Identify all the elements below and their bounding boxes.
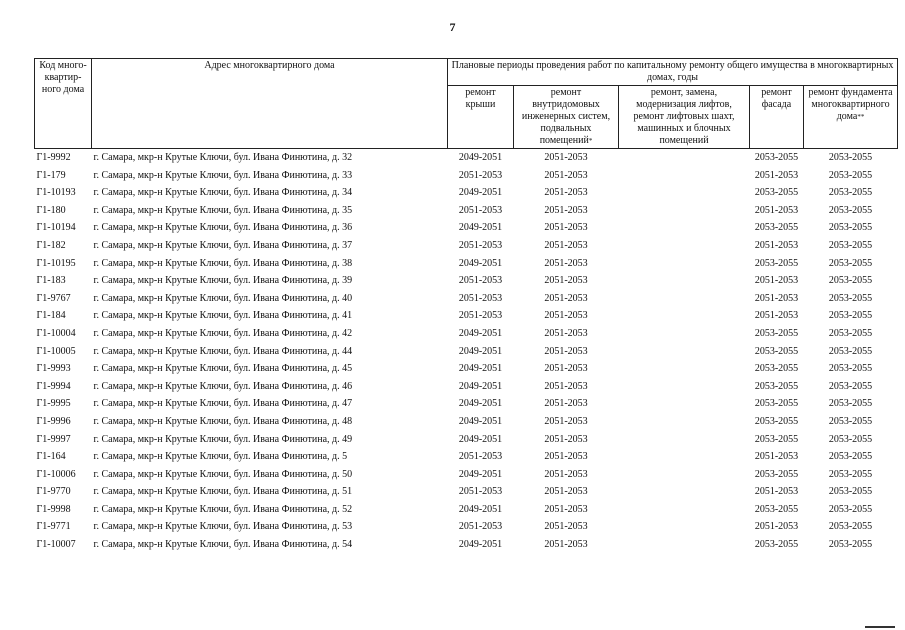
cell-lifts [619,413,750,431]
cell-address: г. Самара, мкр-н Крутые Ключи, бул. Ивана Финютина, д. 50 [93,468,353,480]
cell-foundation: 2053-2055 [828,239,873,251]
cell-facade: 2051-2053 [754,204,799,216]
cell-foundation: 2053-2055 [828,521,873,533]
cell-roof: 2049-2051 [458,363,503,375]
cell-address: г. Самара, мкр-н Крутые Ключи, бул. Ивана Финютина, д. 47 [93,398,353,410]
cell-code: Г1-9994 [36,380,71,392]
cell-code: Г1-10007 [36,539,76,551]
cell-roof: 2051-2053 [458,204,503,216]
cell-internal: 2051-2053 [544,310,588,322]
cell-roof: 2051-2053 [458,521,503,533]
table-row [35,431,898,449]
cell-foundation: 2053-2055 [828,468,873,480]
cell-internal: 2051-2053 [544,222,588,234]
cell-facade: 2053-2055 [754,327,799,339]
header-internal [514,86,619,149]
cell-roof: 2049-2051 [458,415,503,427]
header-internal-label: ремонт внутридомовых инженерных систем, подвальных помещений [521,87,611,146]
cell-internal: 2051-2053 [544,468,588,480]
cell-roof: 2051-2053 [458,451,503,463]
cell-foundation: 2053-2055 [828,292,873,304]
cell-address: г. Самара, мкр-н Крутые Ключи, бул. Ивана Финютина, д. 46 [93,380,353,392]
cell-lifts [619,202,750,220]
cell-foundation: 2053-2055 [828,327,873,339]
header-facade: ремонт фасада [750,86,804,149]
cell-internal: 2051-2053 [544,451,588,463]
cell-code: Г1-164 [36,451,66,463]
cell-roof: 2051-2053 [458,292,503,304]
table-row [35,167,898,185]
cell-address: г. Самара, мкр-н Крутые Ключи, бул. Ивана Финютина, д. 44 [93,345,353,357]
table-row [35,518,898,536]
header-roof: ремонт крыши [448,86,514,149]
capital-repair-schedule-table [34,58,898,554]
table-body [35,149,898,554]
scan-edge-mark [865,626,895,628]
table-row [35,501,898,519]
cell-facade: 2053-2055 [754,539,799,551]
cell-roof: 2049-2051 [458,539,503,551]
cell-code: Г1-9771 [36,521,71,533]
cell-internal: 2051-2053 [544,380,588,392]
cell-code: Г1-9767 [36,292,71,304]
cell-internal: 2051-2053 [544,539,588,551]
cell-lifts [619,219,750,237]
header-lifts: ремонт, замена, модернизация лифтов, ремонт лифтовых шахт, машинных и блочных помещений [619,86,750,149]
cell-internal: 2051-2053 [544,169,588,181]
header-code: Код много-квартир-ного дома [35,59,92,149]
cell-code: Г1-9992 [36,152,71,163]
cell-internal: 2051-2053 [544,398,588,410]
header-internal-footnote-mark: * [588,137,593,145]
cell-internal: 2051-2053 [544,327,588,339]
cell-facade: 2053-2055 [754,503,799,515]
cell-address: г. Самара, мкр-н Крутые Ключи, бул. Ивана Финютина, д. 48 [93,415,353,427]
cell-roof: 2051-2053 [458,486,503,498]
cell-address: г. Самара, мкр-н Крутые Ключи, бул. Ивана Финютина, д. 36 [93,222,353,234]
cell-foundation: 2053-2055 [828,275,873,287]
table-row [35,536,898,554]
cell-address: г. Самара, мкр-н Крутые Ключи, бул. Ивана Финютина, д. 45 [93,363,353,375]
cell-code: Г1-184 [36,310,66,322]
table-header [35,59,898,149]
cell-foundation: 2053-2055 [828,187,873,199]
cell-facade: 2051-2053 [754,310,799,322]
cell-roof: 2049-2051 [458,187,503,199]
cell-foundation: 2053-2055 [828,433,873,445]
cell-facade: 2053-2055 [754,433,799,445]
cell-foundation: 2053-2055 [828,152,873,163]
table-row [35,237,898,255]
cell-address: г. Самара, мкр-н Крутые Ключи, бул. Ивана Финютина, д. 42 [93,327,353,339]
cell-lifts [619,307,750,325]
cell-internal: 2051-2053 [544,275,588,287]
cell-code: Г1-179 [36,169,66,181]
table-row [35,272,898,290]
table-row [35,184,898,202]
table-row [35,343,898,361]
cell-lifts [619,466,750,484]
page-number: 7 [449,20,456,34]
cell-foundation: 2053-2055 [828,363,873,375]
cell-address: г. Самара, мкр-н Крутые Ключи, бул. Ивана Финютина, д. 39 [93,275,353,287]
cell-foundation: 2053-2055 [828,222,873,234]
cell-internal: 2051-2053 [544,486,588,498]
cell-lifts [619,184,750,202]
cell-roof: 2049-2051 [458,152,503,163]
cell-address: г. Самара, мкр-н Крутые Ключи, бул. Ивана Финютина, д. 49 [93,433,353,445]
cell-code: Г1-9995 [36,398,71,410]
cell-address: г. Самара, мкр-н Крутые Ключи, бул. Ивана Финютина, д. 52 [93,503,353,515]
cell-foundation: 2053-2055 [828,380,873,392]
cell-lifts [619,343,750,361]
cell-foundation: 2053-2055 [828,451,873,463]
cell-lifts [619,431,750,449]
table-row [35,219,898,237]
table-row [35,360,898,378]
cell-internal: 2051-2053 [544,257,588,269]
cell-internal: 2051-2053 [544,239,588,251]
table-row [35,255,898,273]
cell-address: г. Самара, мкр-н Крутые Ключи, бул. Ивана Финютина, д. 5 [93,451,348,463]
cell-facade: 2053-2055 [754,345,799,357]
table-row [35,395,898,413]
table-row [35,448,898,466]
cell-code: Г1-9996 [36,415,71,427]
cell-facade: 2051-2053 [754,486,799,498]
cell-code: Г1-180 [36,204,66,216]
cell-internal: 2051-2053 [544,433,588,445]
cell-facade: 2053-2055 [754,152,799,163]
cell-address: г. Самара, мкр-н Крутые Ключи, бул. Ивана Финютина, д. 34 [93,187,353,199]
cell-facade: 2053-2055 [754,187,799,199]
table-row [35,466,898,484]
cell-facade: 2053-2055 [754,398,799,410]
cell-roof: 2049-2051 [458,468,503,480]
cell-internal: 2051-2053 [544,521,588,533]
cell-internal: 2051-2053 [544,363,588,375]
cell-lifts [619,167,750,185]
cell-code: Г1-9993 [36,363,71,375]
cell-code: Г1-10193 [36,187,76,199]
table-row [35,483,898,501]
cell-lifts [619,501,750,519]
cell-lifts [619,448,750,466]
cell-code: Г1-10195 [36,257,76,269]
cell-address: г. Самара, мкр-н Крутые Ключи, бул. Ивана Финютина, д. 32 [93,152,353,163]
cell-facade: 2051-2053 [754,521,799,533]
cell-address: г. Самара, мкр-н Крутые Ключи, бул. Ивана Финютина, д. 54 [93,539,353,551]
cell-internal: 2051-2053 [544,187,588,199]
cell-lifts [619,395,750,413]
cell-code: Г1-9998 [36,503,71,515]
cell-facade: 2051-2053 [754,451,799,463]
cell-roof: 2049-2051 [458,398,503,410]
cell-address: г. Самара, мкр-н Крутые Ключи, бул. Ивана Финютина, д. 41 [93,310,353,322]
cell-internal: 2051-2053 [544,152,588,163]
cell-code: Г1-10006 [36,468,76,480]
cell-roof: 2051-2053 [458,169,503,181]
cell-address: г. Самара, мкр-н Крутые Ключи, бул. Ивана Финютина, д. 53 [93,521,353,533]
cell-roof: 2051-2053 [458,310,503,322]
cell-code: Г1-182 [36,239,66,251]
cell-address: г. Самара, мкр-н Крутые Ключи, бул. Ивана Финютина, д. 51 [93,486,353,498]
table-row [35,378,898,396]
cell-roof: 2051-2053 [458,275,503,287]
table-row [35,307,898,325]
cell-roof: 2049-2051 [458,222,503,234]
header-address: Адрес многоквартирного дома [92,59,448,149]
cell-facade: 2051-2053 [754,239,799,251]
cell-lifts [619,149,750,167]
cell-roof: 2049-2051 [458,327,503,339]
cell-code: Г1-10005 [36,345,76,357]
cell-lifts [619,272,750,290]
cell-roof: 2049-2051 [458,380,503,392]
cell-facade: 2051-2053 [754,292,799,304]
cell-code: Г1-10004 [36,327,76,339]
cell-lifts [619,378,750,396]
cell-facade: 2053-2055 [754,222,799,234]
cell-internal: 2051-2053 [544,204,588,216]
cell-address: г. Самара, мкр-н Крутые Ключи, бул. Ивана Финютина, д. 37 [93,239,353,251]
table-row [35,202,898,220]
cell-address: г. Самара, мкр-н Крутые Ключи, бул. Ивана Финютина, д. 40 [93,292,353,304]
cell-lifts [619,483,750,501]
table-row [35,413,898,431]
cell-facade: 2053-2055 [754,380,799,392]
cell-roof: 2049-2051 [458,503,503,515]
cell-lifts [619,325,750,343]
cell-facade: 2051-2053 [754,169,799,181]
cell-foundation: 2053-2055 [828,486,873,498]
cell-address: г. Самара, мкр-н Крутые Ключи, бул. Ивана Финютина, д. 35 [93,204,353,216]
table-row [35,149,898,167]
cell-foundation: 2053-2055 [828,503,873,515]
cell-roof: 2049-2051 [458,345,503,357]
cell-facade: 2053-2055 [754,468,799,480]
cell-internal: 2051-2053 [544,415,588,427]
header-periods-group: Плановые периоды проведения работ по капитальному ремонту общего имущества в многоквартирных домах, годы [448,59,898,86]
header-foundation [804,86,898,149]
cell-lifts [619,518,750,536]
cell-foundation: 2053-2055 [828,398,873,410]
cell-foundation: 2053-2055 [828,415,873,427]
cell-lifts [619,536,750,554]
cell-roof: 2051-2053 [458,239,503,251]
cell-code: Г1-183 [36,275,66,287]
cell-facade: 2053-2055 [754,415,799,427]
cell-roof: 2049-2051 [458,257,503,269]
cell-facade: 2053-2055 [754,363,799,375]
cell-foundation: 2053-2055 [828,204,873,216]
cell-code: Г1-9997 [36,433,71,445]
cell-foundation: 2053-2055 [828,539,873,551]
cell-code: Г1-9770 [36,486,71,498]
cell-code: Г1-10194 [36,222,76,234]
cell-foundation: 2053-2055 [828,310,873,322]
cell-lifts [619,237,750,255]
cell-lifts [619,290,750,308]
cell-internal: 2051-2053 [544,292,588,304]
cell-lifts [619,255,750,273]
table-row [35,325,898,343]
cell-internal: 2051-2053 [544,345,588,357]
cell-address: г. Самара, мкр-н Крутые Ключи, бул. Ивана Финютина, д. 33 [93,169,353,181]
cell-facade: 2051-2053 [754,275,799,287]
cell-internal: 2051-2053 [544,503,588,515]
cell-roof: 2049-2051 [458,433,503,445]
header-foundation-footnote-mark: ** [857,113,865,121]
cell-lifts [619,360,750,378]
cell-foundation: 2053-2055 [828,169,873,181]
table-row [35,290,898,308]
cell-foundation: 2053-2055 [828,257,873,269]
cell-foundation: 2053-2055 [828,345,873,357]
cell-address: г. Самара, мкр-н Крутые Ключи, бул. Ивана Финютина, д. 38 [93,257,353,269]
header-foundation-label: ремонт фундамента многоквартирного дома [808,87,893,122]
cell-facade: 2053-2055 [754,257,799,269]
